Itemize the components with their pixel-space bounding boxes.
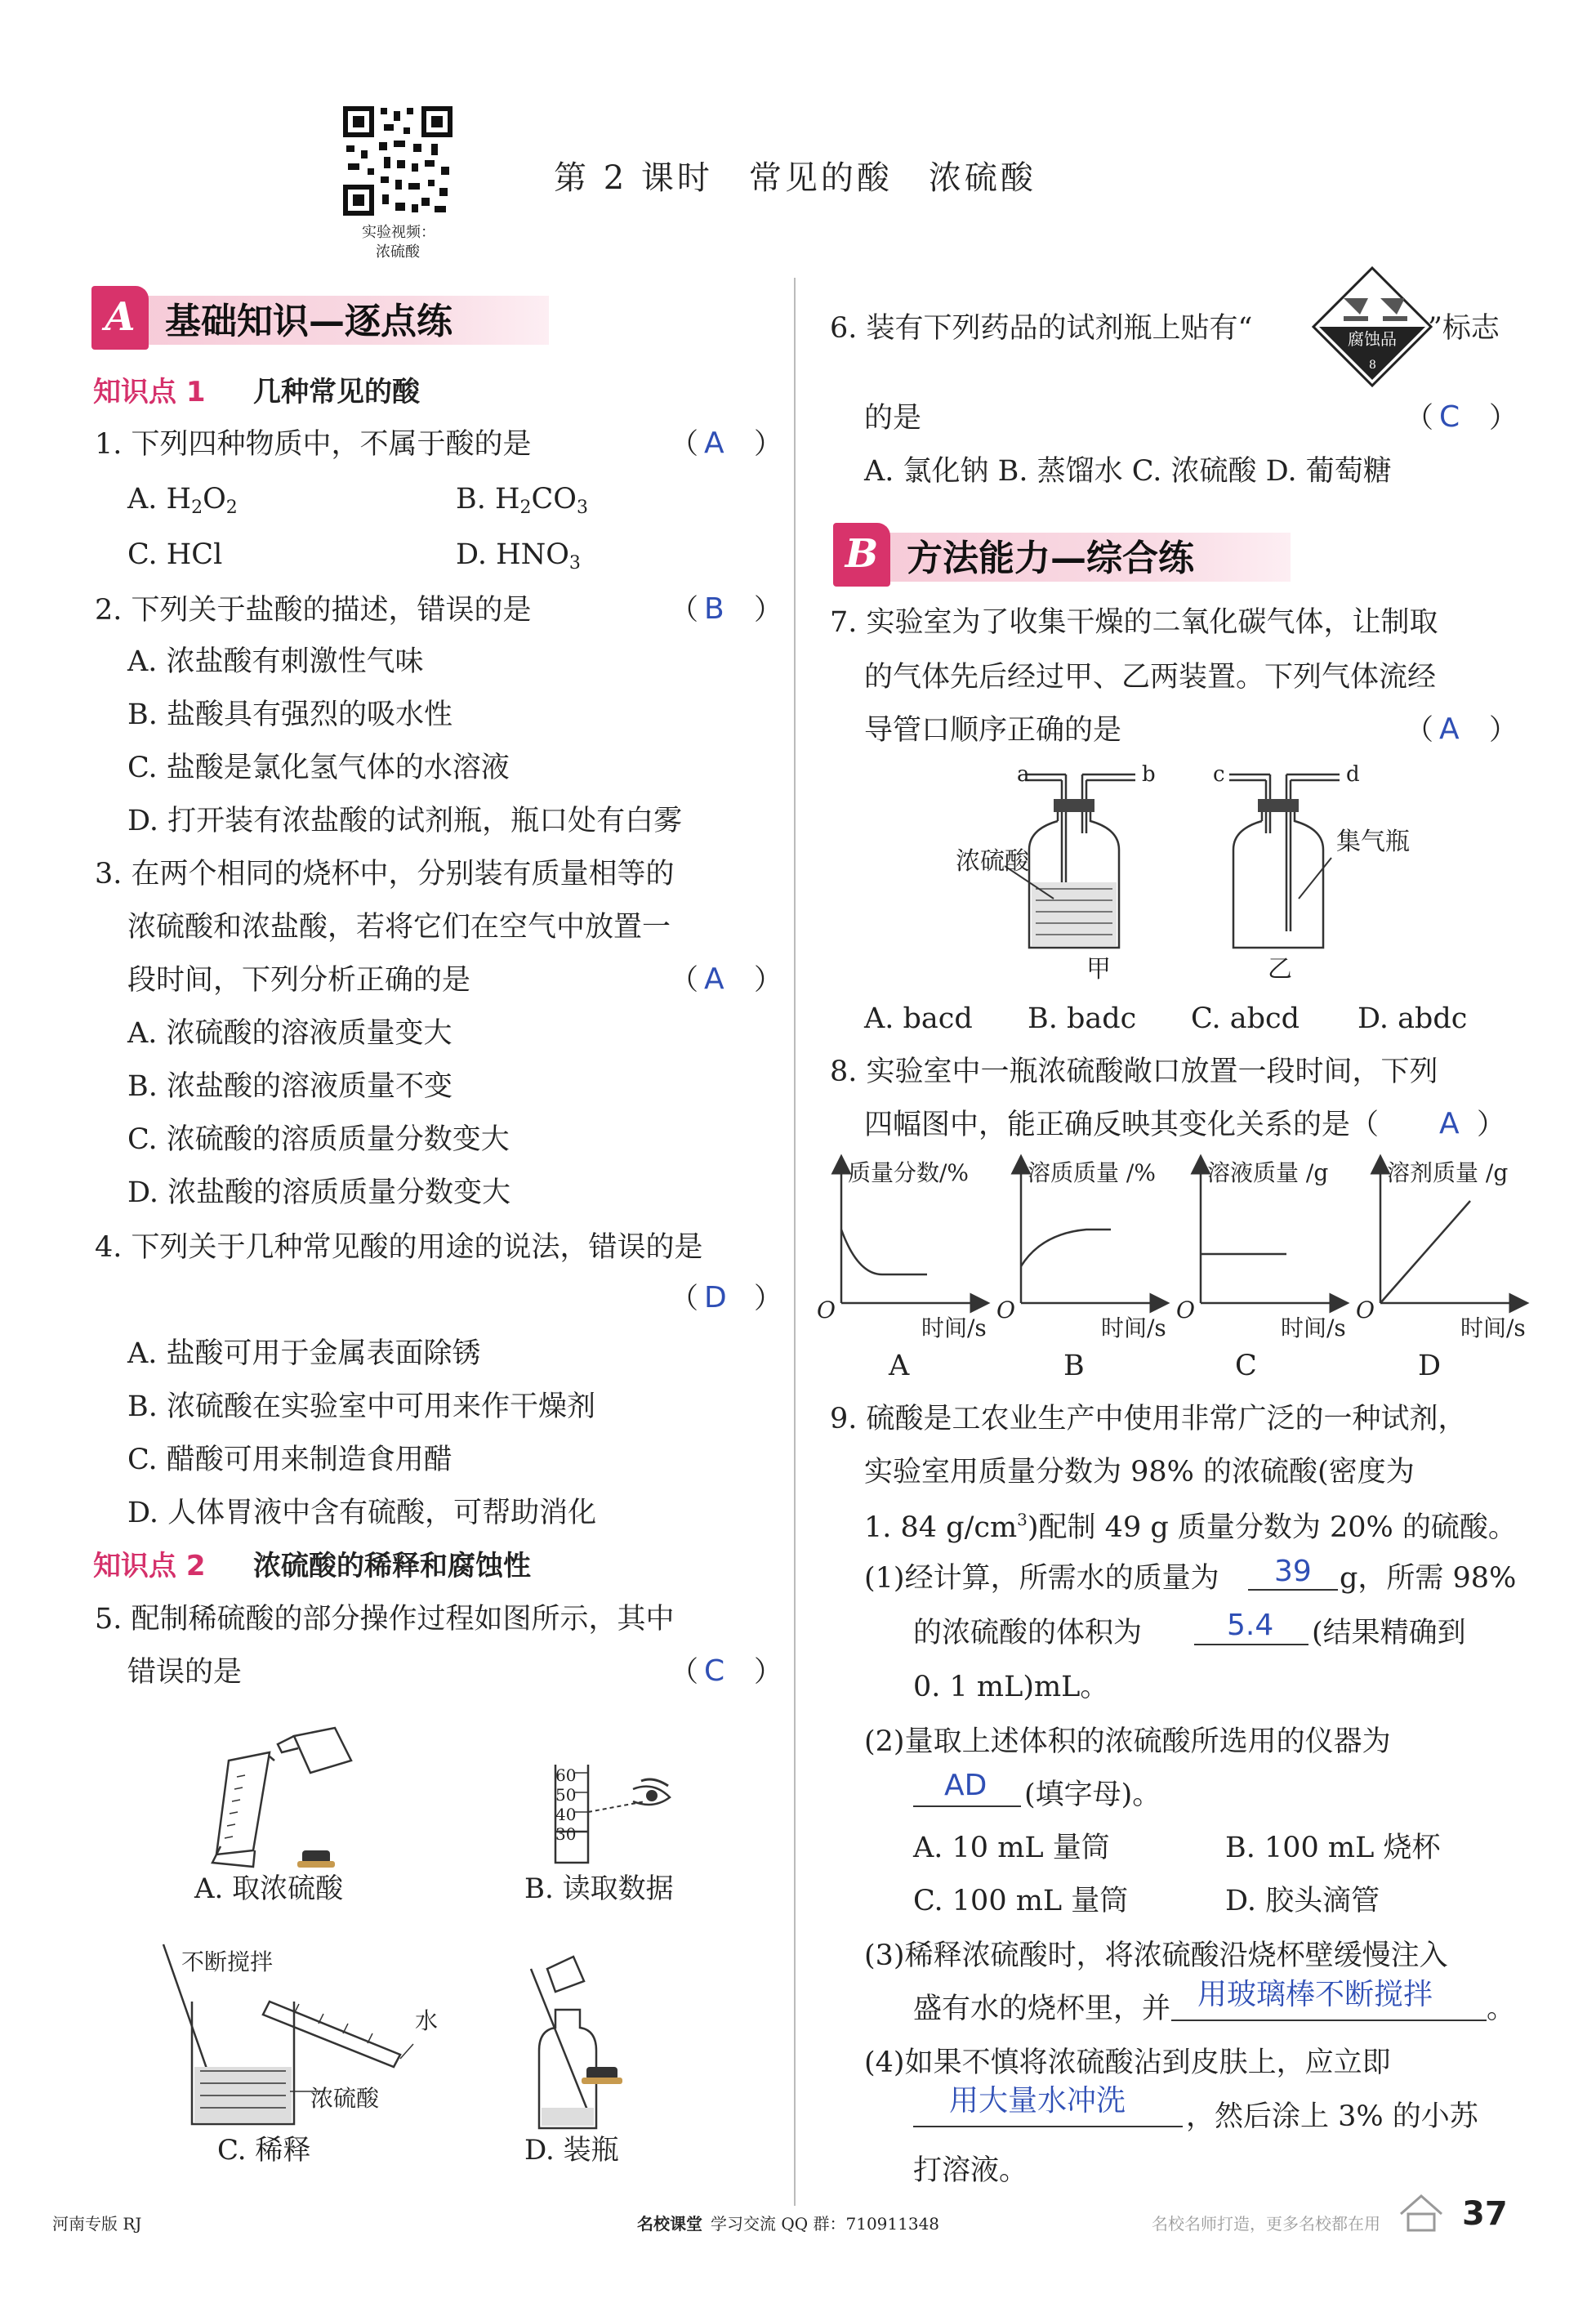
q9-part1-e: 0. 1 mL)mL。 — [913, 1671, 1109, 1703]
q1-option-b: B. $H_2CO_3$ — [456, 483, 588, 518]
q9-part2-opt-d: D. 胶头滴管 — [1225, 1885, 1380, 1917]
q9-part1-a: (1)经计算，所需水的质量为 — [864, 1562, 1219, 1595]
q2-option-a: A. 浓盐酸有刺激性气味 — [127, 645, 424, 678]
section-a-label: 基础知识—逐点练 — [165, 301, 452, 342]
q5-answer-bracket: （ ） — [670, 1656, 783, 1689]
q9-part1-d: (结果精确到 — [1312, 1617, 1466, 1649]
q7-option-c: C. abcd — [1191, 1002, 1300, 1035]
q9-line1: 9. 硫酸是工农业生产中使用非常广泛的一种试剂， — [830, 1403, 1467, 1435]
q9-line3: 1. 84 $g/cm^3$)配制 49 g 质量分数为 20% 的硫酸。 — [864, 1510, 1517, 1544]
q9-part2-blank — [913, 1805, 1021, 1807]
q7-option-d: D. abdc — [1357, 1002, 1468, 1035]
q2-answer: B — [704, 592, 724, 626]
q8-graph-b-xlabel: 时间/s — [1101, 1314, 1166, 1341]
q2-option-b: B. 盐酸具有强烈的吸水性 — [127, 698, 452, 731]
kp1-tag: 知识点 1 — [93, 376, 206, 408]
q5-figure-d — [506, 1953, 637, 2132]
q7-jia-label: 甲 — [1086, 955, 1111, 984]
q9-line2: 实验室用质量分数为 98% 的浓硫酸(密度为 — [864, 1456, 1415, 1488]
qr-caption-1: 实验视频： — [362, 224, 435, 241]
q7-port-d: d — [1346, 762, 1360, 787]
section-a-badge: A — [91, 286, 149, 350]
q9-part1-c: 的浓硫酸的体积为 — [913, 1617, 1143, 1649]
q7-port-b: b — [1142, 762, 1156, 787]
q6-line1-end: ”标志 — [1428, 312, 1500, 345]
q4-answer: D — [704, 1281, 727, 1314]
q4-stem: 4. 下列关于几种常见酸的用途的说法，错误的是 — [95, 1231, 703, 1264]
q5-acid-label: 浓硫酸 — [310, 2085, 380, 2112]
q5-figure-c-label: C. 稀释 — [217, 2134, 311, 2167]
q8-graph-a-origin: O — [817, 1297, 836, 1323]
q5-water-label: 水 — [415, 2007, 439, 2034]
q9-part3-a: (3)稀释浓硫酸时，将浓硫酸沿烧杯壁缓慢注入 — [864, 1939, 1448, 1972]
q5-tick-40: 40 — [555, 1805, 577, 1824]
q2-answer-bracket: （ ） — [670, 594, 783, 627]
q5-figure-a-label: A. 取浓硫酸 — [194, 1872, 344, 1905]
q3-option-b: B. 浓盐酸的溶液质量不变 — [127, 1070, 452, 1103]
q5-tick-50: 50 — [555, 1785, 577, 1805]
q9-part1-answer1: 39 — [1274, 1555, 1312, 1588]
q9-part1-blank1 — [1248, 1589, 1338, 1591]
q7-jar-label: 集气瓶 — [1336, 828, 1410, 856]
kp1-title: 几种常见的酸 — [253, 376, 420, 408]
q3-answer-bracket: （ ） — [670, 964, 783, 997]
section-b-badge: B — [833, 523, 890, 587]
q9-part3-b: 盛有水的烧杯里，并 — [913, 1993, 1171, 2025]
q8-graph-d-origin: O — [1356, 1297, 1375, 1323]
q4-option-c: C. 醋酸可用来制造食用醋 — [127, 1444, 452, 1476]
q8-line2: 四幅图中，能正确反映其变化关系的是（ — [864, 1109, 1380, 1141]
q9-part2-b: (填字母)。 — [1024, 1779, 1161, 1811]
q8-answer-close: ） — [1477, 1109, 1506, 1141]
q4-option-a: A. 盐酸可用于金属表面除锈 — [127, 1337, 481, 1370]
footer-logo-icon — [1397, 2189, 1446, 2238]
q6-line2: 的是 — [864, 402, 922, 435]
kp2-tag: 知识点 2 — [93, 1550, 206, 1582]
corrosive-sign-number: 8 — [1369, 359, 1376, 372]
q9-part2-opt-c: C. 100 mL 量筒 — [913, 1885, 1129, 1917]
q8-graph-a-xlabel: 时间/s — [921, 1314, 987, 1341]
q1-option-d: D. $HNO_3$ — [456, 538, 581, 574]
q8-graph-c-letter: C — [1235, 1350, 1257, 1382]
q9-part4-answer: 用大量水冲洗 — [949, 2084, 1126, 2118]
section-b-label: 方法能力—综合练 — [907, 538, 1194, 579]
q4-option-d: D. 人体胃液中含有硫酸，可帮助消化 — [127, 1497, 597, 1529]
q5-figure-d-label: D. 装瓶 — [524, 2134, 619, 2167]
q8-graph-d-ylabel: 溶剂质量 /g — [1387, 1159, 1509, 1186]
q3-option-c: C. 浓硫酸的溶质质量分数变大 — [127, 1123, 510, 1156]
q5-tick-30: 30 — [555, 1824, 577, 1844]
q3-answer: A — [704, 962, 724, 996]
q6-line1: 6. 装有下列药品的试剂瓶上贴有“ — [830, 312, 1253, 345]
q4-option-b: B. 浓硫酸在实验室中可用来作干燥剂 — [127, 1390, 595, 1423]
q9-part2-a: (2)量取上述体积的浓硫酸所选用的仪器为 — [864, 1725, 1391, 1758]
q1-option-c: C. HCl — [127, 538, 223, 571]
kp2-title: 浓硫酸的稀释和腐蚀性 — [253, 1550, 531, 1582]
q7-port-a: a — [1017, 762, 1030, 787]
q7-option-a: A. bacd — [864, 1002, 973, 1035]
q7-port-c: c — [1213, 762, 1225, 787]
q8-graph-b-letter: B — [1063, 1350, 1085, 1382]
q7-yi-label: 乙 — [1268, 955, 1292, 984]
q5-figure-a — [196, 1712, 359, 1875]
q2-option-d: D. 打开装有浓盐酸的试剂瓶，瓶口处有白雾 — [127, 805, 683, 837]
q5-answer: C — [704, 1654, 725, 1688]
footer-qq-group: 学习交流 QQ 群：710911348 — [711, 2214, 940, 2234]
footer-edition: 河南专版 RJ — [52, 2214, 142, 2234]
q3-line3: 段时间，下列分析正确的是 — [127, 964, 471, 997]
page-title: 第 2 课时 常见的酸 浓硫酸 — [554, 159, 1037, 197]
footer-brand: 名校课堂 — [637, 2214, 702, 2234]
q1-answer: A — [704, 426, 724, 460]
section-a-header — [91, 286, 549, 350]
q6-answer-bracket: （ ） — [1405, 402, 1518, 435]
q7-line3: 导管口顺序正确的是 — [864, 714, 1122, 747]
q8-graph-d-letter: D — [1418, 1350, 1442, 1382]
corrosive-sign-text: 腐蚀品 — [1348, 329, 1397, 349]
q8-graph-b-ylabel: 溶质质量 /% — [1028, 1159, 1156, 1186]
q9-part2-answer: AD — [944, 1769, 987, 1802]
q9-part2-opt-b: B. 100 mL 烧杯 — [1225, 1832, 1441, 1864]
section-b-header — [833, 523, 1291, 587]
q1-option-a: A. $H_2O_2$ — [127, 483, 238, 518]
q8-answer: A — [1439, 1107, 1460, 1140]
q8-graph-b-origin: O — [996, 1297, 1015, 1323]
q9-part3-answer: 用玻璃棒不断搅拌 — [1197, 1978, 1433, 2011]
q9-part3-c: 。 — [1487, 1993, 1516, 2025]
q8-line1: 8. 实验室中一瓶浓硫酸敞口放置一段时间，下列 — [830, 1056, 1438, 1088]
q9-part2-opt-a: A. 10 mL 量筒 — [913, 1832, 1110, 1864]
q7-answer-bracket: （ ） — [1405, 714, 1518, 747]
q8-graph-c-ylabel: 溶液质量 /g — [1207, 1159, 1329, 1186]
q9-part4-b: ，然后涂上 3% 的小苏 — [1186, 2100, 1478, 2133]
footer-slogan: 名校名师打造，更多名校都在用 — [1152, 2214, 1380, 2234]
q3-line2: 浓硫酸和浓盐酸，若将它们在空气中放置一 — [127, 911, 671, 944]
q3-line1: 3. 在两个相同的烧杯中，分别装有质量相等的 — [95, 858, 675, 890]
q6-answer: C — [1439, 400, 1460, 434]
q7-option-b: B. badc — [1028, 1002, 1137, 1035]
q8-graph-d-xlabel: 时间/s — [1460, 1314, 1526, 1341]
q8-graph-a-letter: A — [889, 1350, 910, 1382]
q9-part4-blank — [913, 2126, 1183, 2127]
q6-options: A. 氯化钠 B. 蒸馏水 C. 浓硫酸 D. 葡萄糖 — [864, 455, 1392, 488]
q3-option-a: A. 浓硫酸的溶液质量变大 — [127, 1017, 452, 1050]
qr-code — [343, 106, 452, 216]
page-number: 37 — [1462, 2195, 1508, 2233]
q3-option-d: D. 浓盐酸的溶质质量分数变大 — [127, 1176, 511, 1209]
q5-line1: 5. 配制稀硫酸的部分操作过程如图所示，其中 — [95, 1603, 675, 1636]
q1-stem: 1. 下列四种物质中，不属于酸的是 — [95, 428, 532, 461]
q9-part1-b: g，所需 98% — [1340, 1562, 1517, 1595]
q8-graph-a-ylabel: 质量分数/% — [848, 1159, 970, 1186]
q7-line1: 7. 实验室为了收集干燥的二氧化碳气体，让制取 — [830, 606, 1438, 639]
q8-graph-c-xlabel: 时间/s — [1281, 1314, 1346, 1341]
q9-part1-blank2 — [1194, 1644, 1308, 1645]
q1-answer-bracket: （ ） — [670, 428, 783, 461]
q9-part4-a: (4)如果不慎将浓硫酸沾到皮肤上，应立即 — [864, 2046, 1391, 2079]
q2-stem: 2. 下列关于盐酸的描述，错误的是 — [95, 594, 532, 627]
q4-answer-bracket: （ ） — [670, 1283, 783, 1315]
q7-line2: 的气体先后经过甲、乙两装置。下列气体流经 — [864, 661, 1437, 694]
q7-acid-label: 浓硫酸 — [956, 847, 1029, 876]
q5-figure-b-label: B. 读取数据 — [524, 1872, 674, 1905]
q8-graph-c-origin: O — [1176, 1297, 1195, 1323]
q5-line2: 错误的是 — [127, 1656, 243, 1689]
q9-part4-c: 打溶液。 — [913, 2154, 1028, 2187]
q9-part3-blank — [1171, 2020, 1487, 2021]
q5-tick-60: 60 — [555, 1765, 577, 1785]
column-divider — [794, 278, 796, 2206]
q5-stir-label: 不断搅拌 — [181, 1948, 274, 1975]
q7-answer: A — [1439, 712, 1460, 746]
q2-option-c: C. 盐酸是氯化氢气体的水溶液 — [127, 752, 510, 784]
qr-caption-2: 浓硫酸 — [376, 243, 420, 261]
q9-part1-answer2: 5.4 — [1227, 1609, 1274, 1642]
